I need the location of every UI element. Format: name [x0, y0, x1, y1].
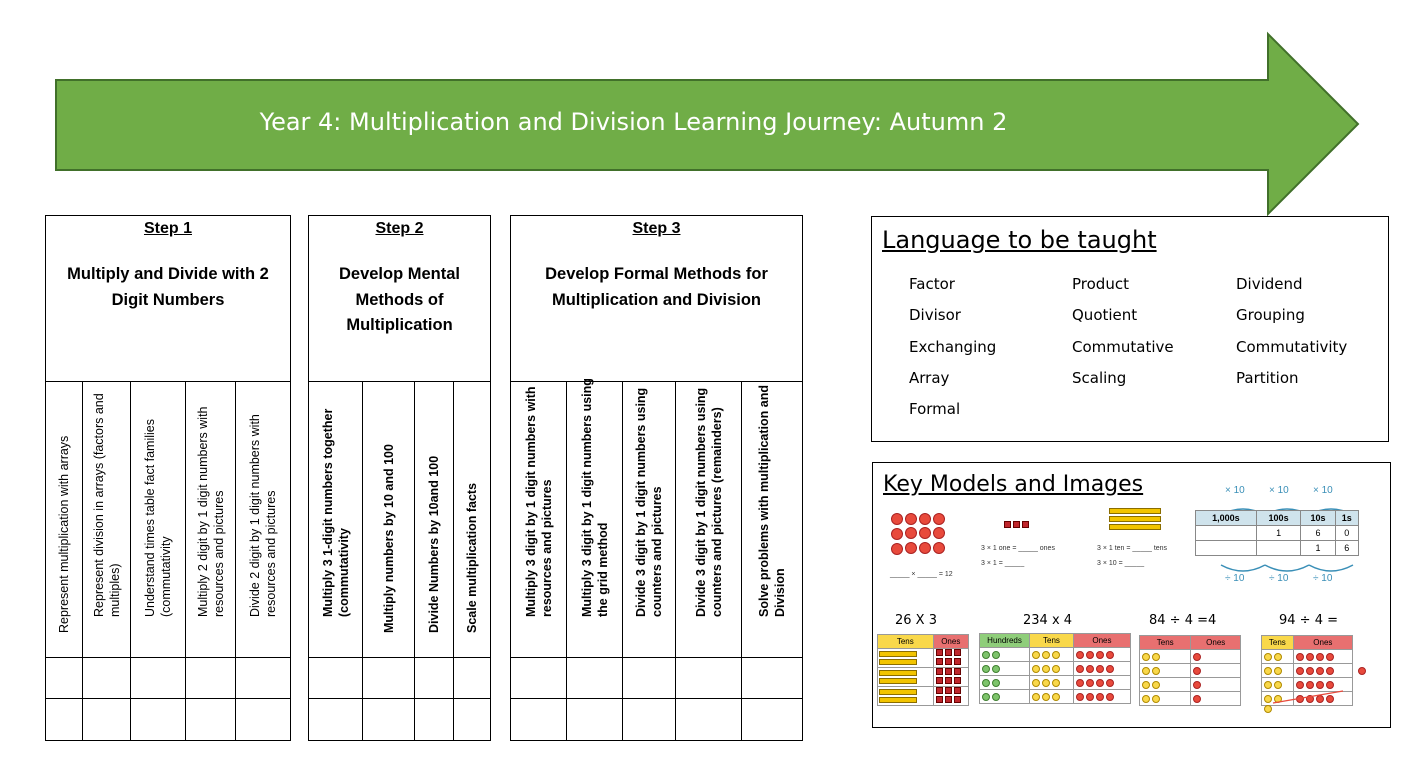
step-3-item: Multiply 3 digit by 1 digit numbers with resources and pictures	[511, 382, 567, 657]
times-label: × 10	[1269, 485, 1289, 496]
vocab-word: Exchanging	[909, 338, 997, 356]
vocab-word: Dividend	[1236, 275, 1303, 293]
step-1-title: Multiply and Divide with 2 Digit Numbers	[67, 265, 269, 309]
language-title: Language to be taught	[882, 226, 1157, 254]
vocab-word: Divisor	[909, 306, 961, 324]
calc-label: 94 ÷ 4 =	[1279, 613, 1338, 628]
models-panel	[872, 462, 1391, 728]
step-1-item: Represent multiplication with arrays	[46, 382, 83, 657]
vocab-word: Product	[1072, 275, 1129, 293]
vocab-word: Partition	[1236, 369, 1299, 387]
step-3-panel	[510, 215, 803, 741]
exchange-line	[1271, 687, 1351, 707]
divide-label: ÷ 10	[1313, 573, 1333, 584]
model-table-1: Tens Ones	[877, 634, 969, 706]
step-1-item: Divide 2 digit by 1 digit numbers with resources and pictures	[248, 414, 278, 617]
vocab-word: Scaling	[1072, 369, 1127, 387]
step-2-title: Develop Mental Methods of Multiplication	[338, 265, 461, 334]
step-2-item: Multiply numbers by 10 and 100	[363, 382, 415, 657]
model-table-3: Tens Ones	[1139, 635, 1241, 706]
step-2-panel	[308, 215, 491, 741]
step-3-item: Divide 3 digit by 1 digit numbers using counters and pictures (remainders)	[676, 382, 742, 657]
calc-label: 234 x 4	[1023, 613, 1073, 628]
calc-label: 84 ÷ 4 =4	[1149, 613, 1217, 628]
array-caption: _____ × _____ = 12	[890, 571, 953, 578]
vocab-word: Array	[909, 369, 950, 387]
vocab-word: Commutativity	[1236, 338, 1348, 356]
step-2-item: Divide Numbers by 10and 100	[415, 382, 454, 657]
step-1-panel	[45, 215, 291, 741]
step-3-item: Multiply 3 digit by 1 digit numbers using the grid method	[567, 382, 623, 657]
tens-rods-image	[1109, 507, 1165, 531]
step-3-label: Step 3	[632, 220, 681, 237]
step-1-item: Represent division in arrays (factors and multiples)	[83, 382, 131, 657]
divide-label: ÷ 10	[1269, 573, 1289, 584]
divide-label: ÷ 10	[1225, 573, 1245, 584]
ones-caption-2: 3 × 1 = _____	[981, 560, 1025, 567]
place-value-table: 1,000s 100s 10s 1s 1 6 0 1 6	[1195, 510, 1359, 556]
tens-caption-2: 3 × 10 = _____	[1097, 560, 1145, 567]
language-panel	[871, 216, 1389, 442]
calc-label: 26 X 3	[895, 613, 937, 628]
ones-caption-1: 3 × 1 one = _____ ones	[981, 545, 1055, 552]
model-table-2: Hundreds Tens Ones	[979, 633, 1131, 704]
ones-cubes-image	[1003, 515, 1030, 533]
step-1-item: Multiply 2 digit by 1 digit numbers with resources and pictures	[186, 382, 236, 657]
step-3-title: Develop Formal Methods for Multiplication and Division	[545, 265, 768, 309]
tens-caption-1: 3 × 1 ten = _____ tens	[1097, 545, 1168, 552]
vocab-word: Grouping	[1236, 306, 1305, 324]
array-dots-image	[890, 513, 950, 555]
times-label: × 10	[1313, 485, 1333, 496]
times-label: × 10	[1225, 485, 1245, 496]
step-2-item: Multiply 3 1-digit numbers together (commutativity	[309, 382, 363, 657]
step-1-header	[46, 216, 290, 382]
step-1-label: Step 1	[143, 220, 192, 237]
step-2-item: Scale multiplication facts	[465, 482, 479, 633]
models-title: Key Models and Images	[883, 472, 1144, 497]
vocab-word: Commutative	[1072, 338, 1174, 356]
vocab-word: Factor	[909, 275, 955, 293]
step-2-header	[309, 216, 490, 382]
step-3-header	[511, 216, 802, 382]
model-table-4: Tens Ones	[1261, 635, 1353, 706]
step-3-item: Divide 3 digit by 1 digit numbers using counters and pictures	[623, 382, 676, 657]
step-3-item: Solve problems with multiplication and Division	[757, 385, 787, 617]
vocab-word: Formal	[909, 400, 961, 418]
step-2-label: Step 2	[375, 220, 424, 237]
vocab-word: Quotient	[1072, 306, 1138, 324]
banner-title: Year 4: Multiplication and Division Learning Journey: Autumn 2	[259, 108, 1008, 136]
step-1-item: Understand times table fact families (commutativity	[131, 382, 186, 657]
remainder-counter	[1357, 662, 1367, 680]
